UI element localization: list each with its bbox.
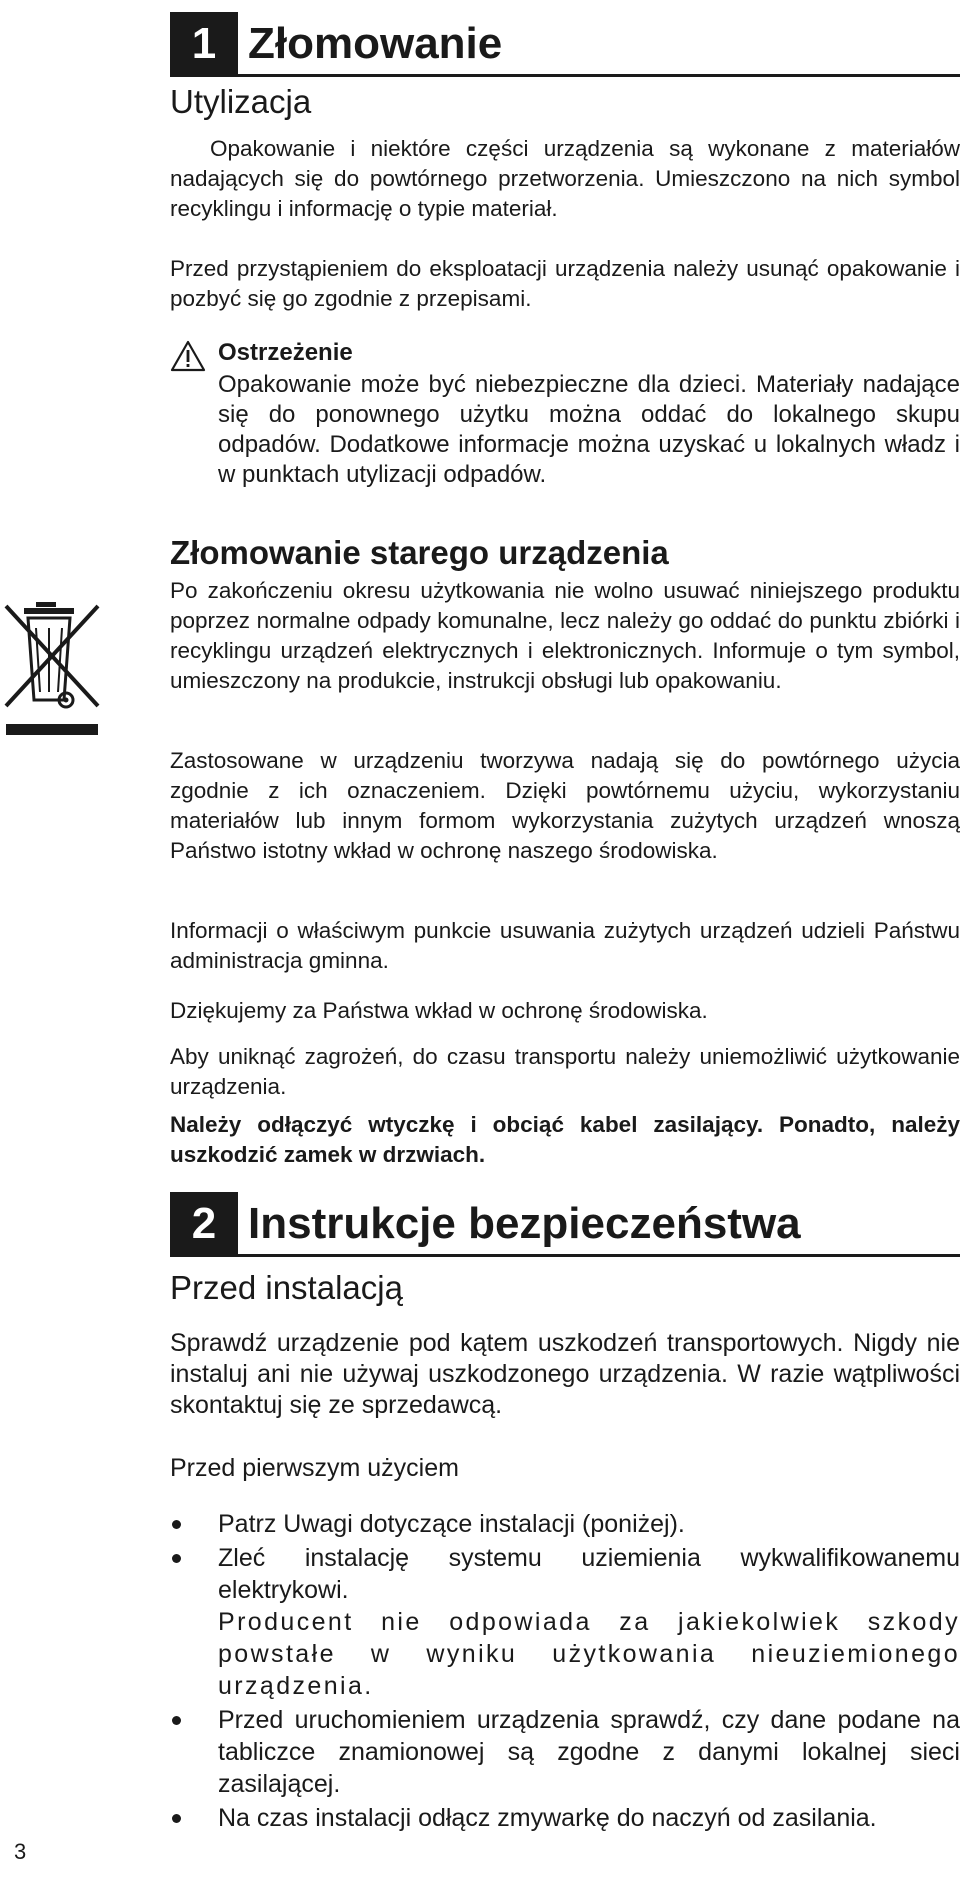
section-2-title: Instrukcje bezpieczeństwa	[248, 1199, 801, 1248]
warning-text: Opakowanie może być niebezpieczne dla dzieci. Materiały nadające się do ponownego użytku można oddać do lokalnego skupu odpadów. Dodatkowe informacje można uzyskać u lokalnych władz i w punktach utylizacji odpadów.	[218, 371, 960, 488]
disposal-paragraph-4: Dziękujemy za Państwa wkład w ochronę środowiska.	[170, 998, 708, 1023]
disposal-heading: Złomowanie starego urządzenia	[170, 534, 669, 571]
intro-paragraph-1: Opakowanie i niektóre części urządzenia są wykonane z materiałów nadających się do powtórnego przetworzenia. Umieszczono na nich symbol recyklingu i informację o typie materiał.	[170, 136, 960, 221]
section-1-header	[170, 12, 960, 77]
bullet-icon	[172, 1554, 181, 1563]
first-use-heading: Przed pierwszym użyciem	[170, 1454, 459, 1482]
section-1-subtitle: Utylizacja	[170, 83, 312, 120]
warning-triangle-icon	[170, 340, 206, 372]
disposal-paragraph-1: Po zakończeniu okresu użytkowania nie wolno usuwać niniejszego produktu poprzez normalne odpady komunalne, lecz należy go oddać do punktu zbiórki i recyklingu urządzeń elektrycznych i elektronicznych. Informuje o tym symbol, umieszczony na produkcie, instrukcji obsługi lub opakowaniu.	[170, 578, 960, 693]
bullet-icon	[172, 1814, 181, 1823]
intro-paragraph-2: Przed przystąpieniem do eksploatacji urządzenia należy usunąć opakowanie i pozbyć się go zgodnie z przepisami.	[170, 256, 960, 311]
warning-title: Ostrzeżenie	[218, 339, 353, 366]
section-2-header	[170, 1192, 960, 1257]
list-item: Zleć instalację systemu uziemienia wykwalifikowanemu elektrykowi. Producent nie odpowiada za jakiekolwiek szkody powstałe w wyniku użytkowania nieuziemionego urządzenia.	[170, 1542, 960, 1702]
section-2-intro: Sprawdź urządzenie pod kątem uszkodzeń transportowych. Nigdy nie instaluj ani nie używaj uszkodzonego urządzenia. W razie wątpliwości skontaktuj się ze sprzedawcą.	[170, 1329, 960, 1419]
bold-safety-note: Należy odłączyć wtyczkę i obciąć kabel zasilający. Ponadto, należy uszkodzić zamek w drzwiach.	[170, 1112, 960, 1167]
bullet-extra-note: Producent nie odpowiada za jakiekolwiek szkody powstałe w wyniku użytkowania nieuziemionego urządzenia.	[218, 1608, 960, 1700]
list-item: Przed uruchomieniem urządzenia sprawdź, czy dane podane na tabliczce znamionowej są zgodne z danymi lokalnej sieci zasilającej.	[170, 1704, 960, 1800]
page-number: 3	[14, 1839, 27, 1864]
section-2-number: 2	[170, 1192, 238, 1254]
section-1-number: 1	[170, 12, 238, 74]
section-2-subtitle: Przed instalacją	[170, 1269, 403, 1306]
section-1-title: Złomowanie	[248, 19, 503, 68]
disposal-paragraph-2: Zastosowane w urządzeniu tworzywa nadają się do powtórnego użycia zgodnie z ich oznaczeniem. Dzięki powtórnemu użyciu, wykorzystaniu materiałów lub innym formom wykorzystania zużytych urządzeń wnoszą Państwo istotny wkład w ochronę naszego środowiska.	[170, 748, 960, 863]
bullet-icon	[172, 1716, 181, 1725]
crossed-out-wheelie-bin-icon	[2, 596, 102, 744]
bullet-icon	[172, 1520, 181, 1529]
disposal-paragraph-5: Aby uniknąć zagrożeń, do czasu transportu należy uniemożliwić użytkowanie urządzenia.	[170, 1044, 960, 1099]
disposal-paragraph-3: Informacji o właściwym punkcie usuwania zużytych urządzeń udzieli Państwu administracja gminna.	[170, 918, 960, 973]
first-use-bullet-list	[170, 1508, 960, 1836]
list-item: Na czas instalacji odłącz zmywarkę do naczyń od zasilania.	[170, 1802, 960, 1834]
list-item: Patrz Uwagi dotyczące instalacji (poniżej).	[170, 1508, 960, 1540]
